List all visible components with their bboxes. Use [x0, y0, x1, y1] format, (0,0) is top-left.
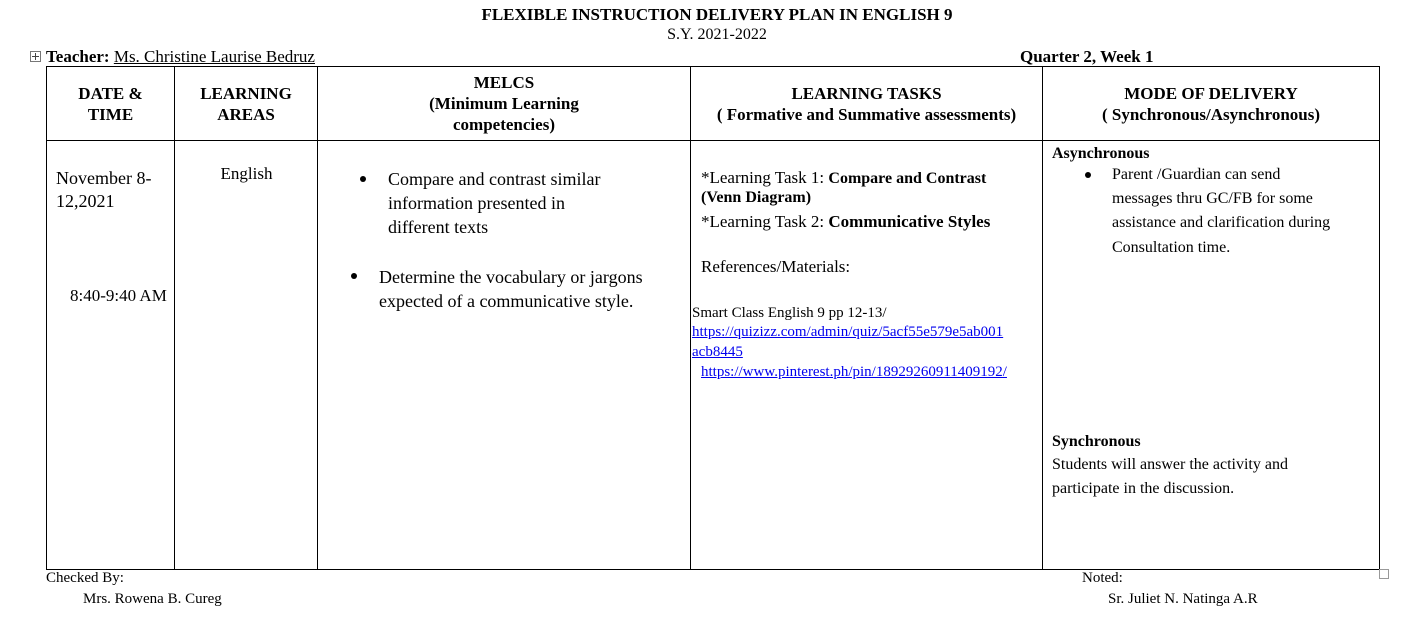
learning-task-1: *Learning Task 1: Compare and Contrast [701, 168, 987, 187]
cell-mode-delivery [1043, 141, 1380, 570]
reference-link-pinterest[interactable]: https://www.pinterest.ph/pin/18929260911409192/ [701, 364, 1007, 380]
cell-date-time [47, 141, 175, 570]
header-mode-delivery: MODE OF DELIVERY ( Synchronous/Asynchronous) [1043, 67, 1380, 141]
time-range: 8:40-9:40 AM [70, 286, 167, 305]
quarter-week: Quarter 2, Week 1 [1020, 47, 1154, 66]
reference-link-quizizz-cont[interactable]: acb8445 [692, 344, 743, 360]
melc-1-line-3: different texts [388, 217, 489, 237]
header-melcs: MELCS (Minimum Learning competencies) [318, 67, 691, 141]
references-label: References/Materials: [701, 257, 851, 276]
sync-line-2: participate in the discussion. [1052, 480, 1235, 497]
bullet-icon [351, 273, 357, 279]
header-learning-areas: LEARNING AREAS [175, 67, 318, 141]
teacher-line [46, 47, 315, 67]
async-line-3: assistance and clarification during [1112, 214, 1331, 231]
plan-table [46, 66, 1380, 570]
noted-name: Sr. Juliet N. Natinga A.R [1108, 591, 1258, 607]
cell-melcs [318, 141, 691, 570]
document-title: FLEXIBLE INSTRUCTION DELIVERY PLAN IN ENGLISH 9 [481, 5, 953, 24]
async-line-4: Consultation time. [1112, 239, 1231, 256]
teacher-label: Teacher: [46, 47, 110, 66]
async-line-1: Parent /Guardian can send [1112, 166, 1281, 183]
sync-line-1: Students will answer the activity and [1052, 456, 1288, 473]
table-resize-handle-icon[interactable] [1379, 569, 1389, 579]
cell-learning-tasks [691, 141, 1043, 570]
teacher-name: Ms. Christine Laurise Bedruz [113, 47, 315, 66]
learning-area-value: English [220, 164, 273, 183]
header-learning-tasks: LEARNING TASKS ( Formative and Summative assessments) [691, 67, 1043, 141]
melc-2-line-2: expected of a communicative style. [379, 291, 634, 311]
table-header-row [47, 67, 1380, 141]
melc-1-line-1: Compare and contrast similar [388, 169, 601, 189]
melc-1-line-2: information presented in [388, 193, 565, 213]
noted-label: Noted: [1082, 570, 1123, 586]
async-title: Asynchronous [1052, 145, 1150, 162]
bullet-icon [1085, 172, 1091, 178]
bullet-icon [360, 176, 366, 182]
checked-by-label: Checked By: [46, 570, 124, 586]
sync-title: Synchronous [1052, 433, 1141, 450]
async-line-2: messages thru GC/FB for some [1112, 190, 1313, 207]
learning-task-2: *Learning Task 2: Communicative Styles [701, 212, 991, 231]
school-year: S.Y. 2021-2022 [667, 26, 767, 43]
table-move-handle-icon[interactable] [30, 51, 41, 62]
table-row [47, 141, 1380, 570]
checked-by-name: Mrs. Rowena B. Cureg [83, 591, 222, 607]
reference-link-quizizz[interactable]: https://quizizz.com/admin/quiz/5acf55e579e5ab001 [692, 324, 1004, 340]
learning-task-1-cont: (Venn Diagram) [701, 189, 812, 206]
header-date-time: DATE & TIME [47, 67, 175, 141]
date-line-2: 12,2021 [56, 191, 115, 211]
date-line-1: November 8- [56, 168, 152, 188]
cell-learning-area [175, 141, 318, 570]
melc-2-line-1: Determine the vocabulary or jargons [379, 267, 643, 287]
reference-book: Smart Class English 9 pp 12-13/ [692, 305, 887, 321]
